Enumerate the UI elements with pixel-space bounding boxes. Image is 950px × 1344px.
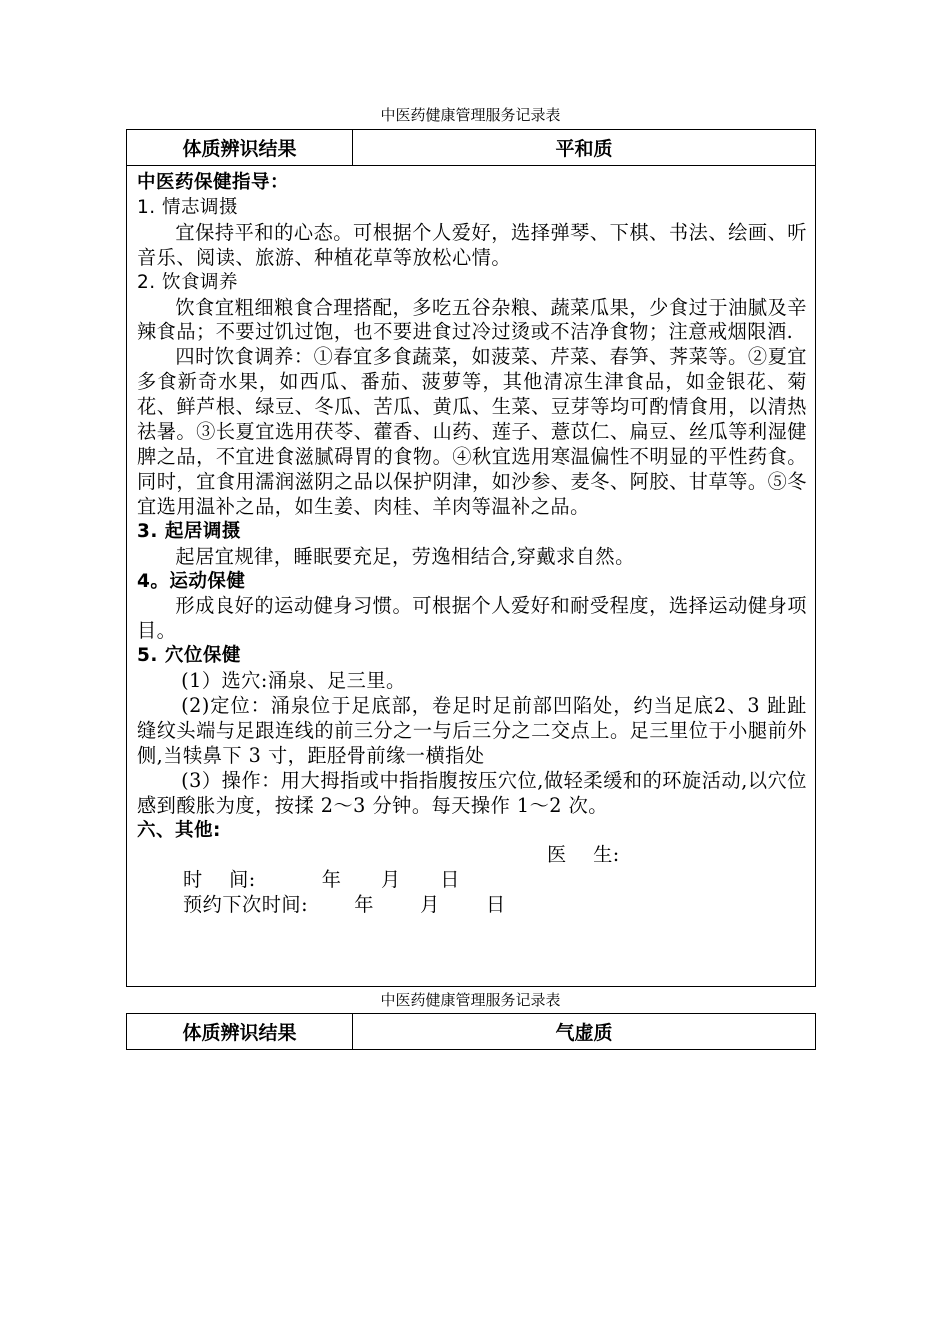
guidance-title: 中医药保健指导： xyxy=(137,172,290,193)
section-emotion-text: 宜保持平和的心态。可根据个人爱好，选择弹琴、下棋、书法、绘画、听音乐、阅读、旅游、种植花草等放松心情。 xyxy=(137,220,807,269)
section-diet-text: 饮食宜粗细粮食合理搭配，多吃五谷杂粮、蔬菜瓜果，少食过于油腻及辛辣食品；不要过饥过饱，也不要进食过冷过烫或不洁净食物；注意戒烟限酒. xyxy=(137,295,807,344)
section-acupoint-title: 5. 穴位保健 xyxy=(137,645,241,667)
acupoint-selection-text: (1）选穴:涌泉、足三里。 xyxy=(181,669,406,693)
section-living-text: 起居宜规律，睡眠要充足，劳逸相结合,穿戴求自然。 xyxy=(175,544,635,568)
visit-date-line: 时 间: 年 月 日 xyxy=(183,868,460,892)
section-exercise-text: 形成良好的运动健身习惯。可根据个人爱好和耐受程度，选择运动健身项目。 xyxy=(137,594,807,643)
health-record-table-2 xyxy=(126,1013,816,1050)
record-caption-2: 中医药健康管理服务记录表 xyxy=(380,991,561,1009)
section-emotion-title: 1. 情志调摄 xyxy=(137,196,239,218)
constitution-result-label: 体质辨识结果 xyxy=(127,130,353,166)
guidance-cell xyxy=(127,166,816,987)
section-diet-seasonal-text: 四时饮食调养：①春宜多食蔬菜，如菠菜、芹菜、春笋、荠菜等。②夏宜多食新奇水果，如西瓜、番茄、菠萝等，其他清凉生津食品，如金银花、菊花、鲜芦根、绿豆、冬瓜、苦瓜、黄瓜、生菜、豆芽等均可酌情食用，以清热祛暑。③长夏宜选用茯苓、藿香、山药、莲子、薏苡仁、扁豆、丝瓜等利湿健脾之品，不宜进食滋腻碍胃的食物。④秋宜选用寒温偏性不明显的平性药食。同时，宜食用濡润滋阴之品以保护阴津，如沙参、麦冬、阿胶、甘草等。⑤冬宜选用温补之品，如生姜、肉桂、羊肉等温补之品。 xyxy=(137,345,807,518)
constitution-result-value-2: 气虚质 xyxy=(353,1014,816,1050)
health-record-table xyxy=(126,129,816,987)
section-other-title: 六、其他: xyxy=(137,819,221,841)
section-living-title: 3. 起居调摄 xyxy=(137,520,241,542)
section-diet-title: 2. 饮食调养 xyxy=(137,271,239,293)
acupoint-operation-text: (3）操作：用大拇指或中指指腹按压穴位,做轻柔缓和的环旋活动,以穴位感到酸胀为度，按揉 2～3 分钟。每天操作 1～2 次。 xyxy=(137,768,807,817)
guidance-content xyxy=(127,166,815,918)
record-caption: 中医药健康管理服务记录表 xyxy=(380,106,561,124)
next-appointment-line: 预约下次时间: 年 月 日 xyxy=(183,893,506,917)
section-exercise-title: 4。运动保健 xyxy=(137,570,246,592)
constitution-header-row xyxy=(127,130,816,166)
doctor-signature-label: 医 生: xyxy=(547,843,620,867)
constitution-result-value: 平和质 xyxy=(353,130,816,166)
guidance-row xyxy=(127,166,816,987)
constitution-header-row-2 xyxy=(127,1014,816,1050)
constitution-result-label-2: 体质辨识结果 xyxy=(127,1014,353,1050)
acupoint-location-text: (2)定位：涌泉位于足底部，卷足时足前部凹陷处，约当足底2、3 趾趾缝纹头端与足跟连线的前三分之一与后三分之二交点上。足三里位于小腿前外侧,当犊鼻下 3 寸，距胫骨前缘一横指处 xyxy=(137,694,807,767)
